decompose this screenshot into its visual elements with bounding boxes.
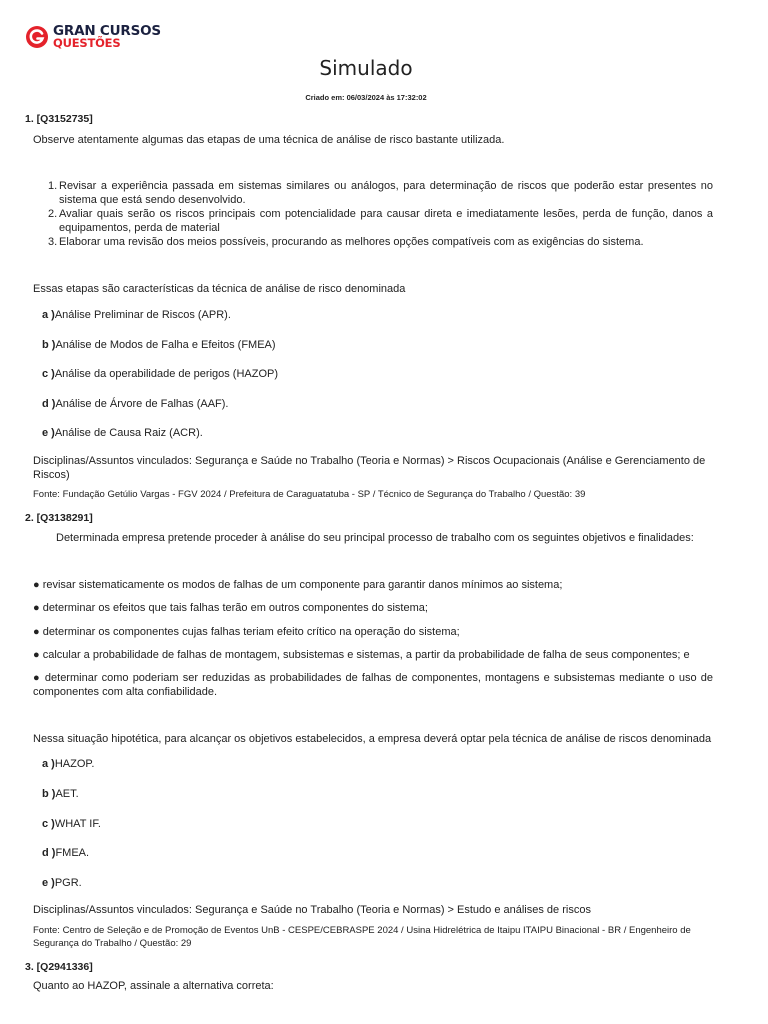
question-intro: Quanto ao HAZOP, assinale a alternativa correta: xyxy=(33,980,274,992)
page-title: Simulado xyxy=(319,56,413,80)
option-d[interactable]: d )Análise de Árvore de Falhas (AAF). xyxy=(42,398,229,410)
source-text: Fonte: Fundação Getúlio Vargas - FGV 2024 / Prefeitura de Caraguatatuba - SP / Técnico de Segurança do Trabalho / Questão: 39 xyxy=(33,489,586,500)
option-b[interactable]: b )Análise de Modos de Falha e Efeitos (FMEA) xyxy=(42,339,276,351)
option-d[interactable]: d )FMEA. xyxy=(42,847,90,859)
bullet-item: ● determinar os efeitos que tais falhas terão em outros componentes do sistema; xyxy=(33,602,428,614)
logo-g-icon xyxy=(25,25,49,49)
option-c[interactable]: c )Análise da operabilidade de perigos (HAZOP) xyxy=(42,368,279,380)
disciplines-text: Disciplinas/Assuntos vinculados: Segurança e Saúde no Trabalho (Teoria e Normas) > Estudo e análises de riscos xyxy=(33,904,591,916)
steps-list xyxy=(48,179,713,249)
list-item: 1. Revisar a experiência passada em sistemas similares ou análogos, para determinação de riscos que poderão estar presentes no sistema que está sendo desenvolvido. xyxy=(48,180,713,206)
option-e[interactable]: e )Análise de Causa Raiz (ACR). xyxy=(42,427,203,439)
question-number: 3. [Q2941336] xyxy=(25,961,93,973)
logo-wordmark-top: GRAN CURSOS xyxy=(53,23,161,39)
question-intro: Determinada empresa pretende proceder à análise do seu principal processo de trabalho com os seguintes objetivos e finalidades: xyxy=(56,532,694,544)
question-number: 2. [Q3138291] xyxy=(25,512,93,524)
question-stem: Essas etapas são características da técnica de análise de risco denominada xyxy=(33,283,406,295)
question-number: 1. [Q3152735] xyxy=(25,113,93,125)
created-date: Criado em: 06/03/2024 às 17:32:02 xyxy=(305,93,427,102)
list-item: 2. Avaliar quais serão os riscos principais com potencialidade para causar direta e imediatamente lesões, perda de função, danos a equipamentos, perda de material xyxy=(48,208,713,234)
question-intro: Observe atentamente algumas das etapas de uma técnica de análise de risco bastante utilizada. xyxy=(33,134,505,146)
bullet-item: ● revisar sistematicamente os modos de falhas de um componente para garantir danos mínimos ao sistema; xyxy=(33,579,563,591)
bullet-item: ● calcular a probabilidade de falhas de montagem, subsistemas e sistemas, a partir da probabilidade de falha de seus componentes; e xyxy=(33,649,690,661)
bullet-item: ● determinar os componentes cujas falhas teriam efeito crítico na operação do sistema; xyxy=(33,626,460,638)
option-c[interactable]: c )WHAT IF. xyxy=(42,818,101,830)
list-item: 3. Elaborar uma revisão dos meios possíveis, procurando as melhores opções compatíveis com as exigências do sistema. xyxy=(48,236,644,248)
disciplines-text: Disciplinas/Assuntos vinculados: Segurança e Saúde no Trabalho (Teoria e Normas) > Riscos Ocupacionais (Análise e Gerenciamento de Riscos) xyxy=(33,455,706,481)
bullet-item: ● determinar como poderiam ser reduzidas as probabilidades de falhas de componentes, montagens e subsistemas mediante o uso de componentes com alta confiabilidade. xyxy=(33,672,713,698)
option-a[interactable]: a )HAZOP. xyxy=(42,758,95,770)
brand-logo[interactable] xyxy=(25,24,175,50)
question-stem: Nessa situação hipotética, para alcançar os objetivos estabelecidos, a empresa deverá optar pela técnica de análise de riscos denominada xyxy=(33,733,712,745)
option-a[interactable]: a )Análise Preliminar de Riscos (APR). xyxy=(42,309,231,321)
source-text: Fonte: Centro de Seleção e de Promoção de Eventos UnB - CESPE/CEBRASPE 2024 / Usina Hidrelétrica de Itaipu ITAIPU Binacional - BR / Engenheiro de Segurança do Trabalho / Questão: 29 xyxy=(33,925,691,949)
option-b[interactable]: b )AET. xyxy=(42,788,79,800)
logo-wordmark-bottom: QUESTÕES xyxy=(53,36,121,50)
option-e[interactable]: e )PGR. xyxy=(42,877,82,889)
